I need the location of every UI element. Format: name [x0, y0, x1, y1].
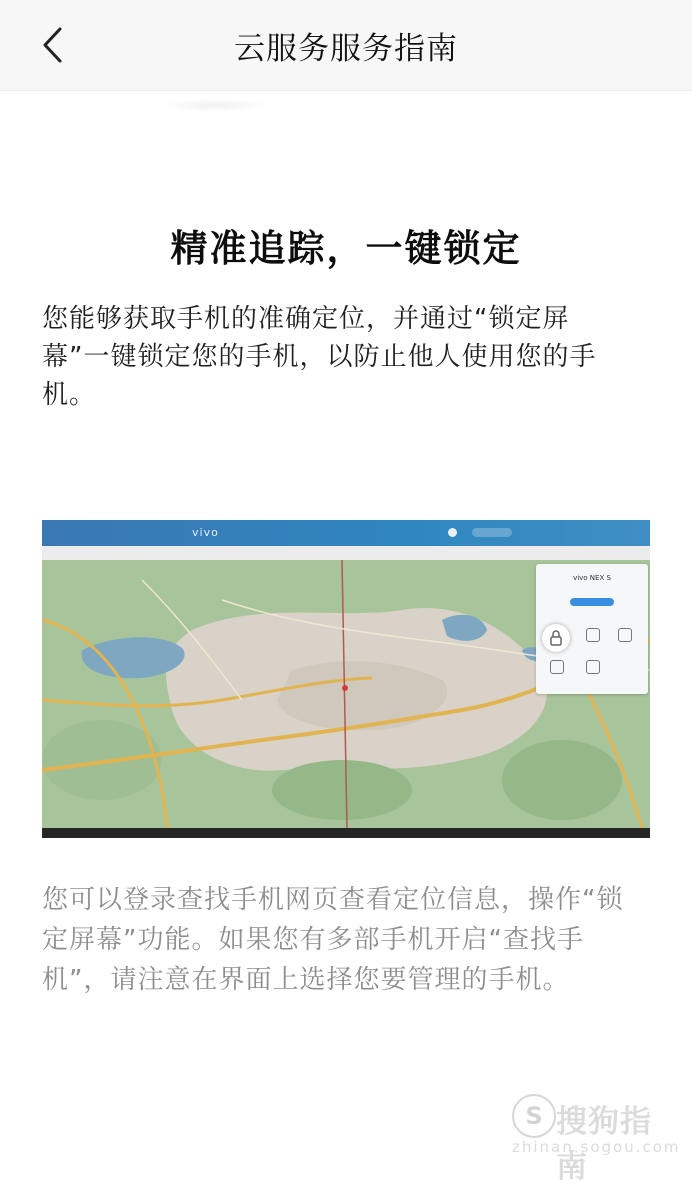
section-heading: 精准追踪，一键锁定: [170, 227, 522, 270]
lock-screen-button[interactable]: [542, 624, 570, 652]
find-phone-map-image: [42, 520, 650, 838]
device-name: vivo NEX S: [573, 574, 611, 582]
cloud-icon[interactable]: [618, 628, 632, 642]
sogou-logo: S: [512, 1094, 556, 1138]
description-text: 您能够获取手机的准确定位，并通过“锁定屏幕”一键锁定您的手机，以防止他人使用您的手机。: [42, 304, 597, 410]
map-sub-bar: [42, 546, 650, 560]
erase-icon[interactable]: [586, 660, 600, 674]
page-title: 云服务服务指南: [234, 30, 458, 67]
map-bottom-bar: [42, 828, 650, 838]
image-icon[interactable]: [550, 660, 564, 674]
map-top-bar: [42, 520, 650, 546]
lock-icon: [542, 624, 570, 652]
sogou-watermark: [512, 1094, 681, 1185]
decorative-smudge: [160, 98, 270, 112]
instruction-text: 您可以登录查找手机网页查看定位信息，操作“锁定屏幕”功能。如果您有多部手机开启“查找手机”，请注意在界面上选择您要管理的手机。: [42, 885, 624, 995]
watermark-text: 搜狗指南: [556, 1104, 652, 1185]
locate-button[interactable]: [570, 598, 614, 606]
map-avatar-dot: [448, 528, 457, 537]
ring-icon[interactable]: [586, 628, 600, 642]
map-brand-logo: vivo: [192, 526, 219, 539]
map-account-pill: [472, 528, 512, 537]
watermark-url: zhinan.sogou.com: [512, 1138, 681, 1156]
nav-header: [0, 0, 692, 91]
